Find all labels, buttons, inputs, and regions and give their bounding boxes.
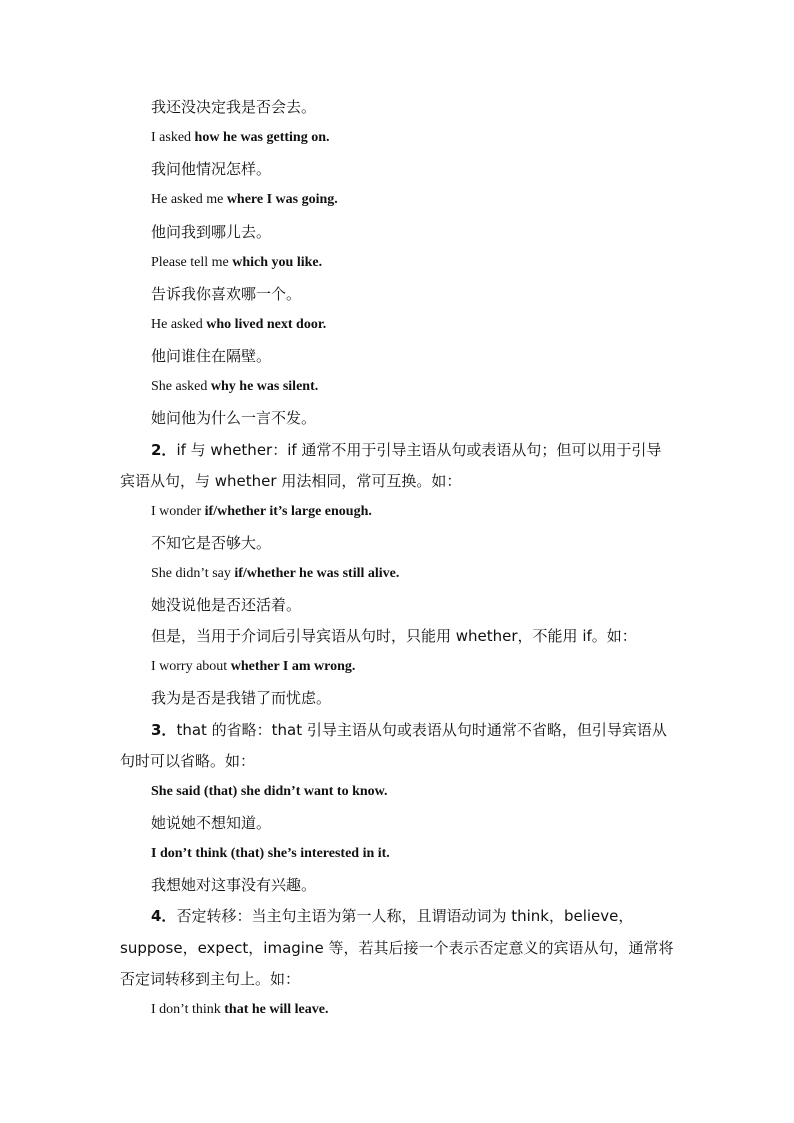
highlighted-clause: if/whether it’s large enough.	[204, 504, 372, 519]
line-text: 她说她不想知道。	[151, 814, 272, 832]
translation-line	[151, 532, 271, 553]
sentence-text: She asked	[151, 379, 211, 394]
text-line	[120, 750, 255, 771]
translation-line	[151, 687, 331, 708]
sentence-text: I worry about	[151, 659, 231, 674]
line-text: suppose，expect，imagine 等，若其后接一个表示否定意义的宾语从句，通常将	[120, 939, 674, 957]
text-line	[120, 470, 461, 491]
sentence-text: She didn’t say	[151, 566, 235, 581]
line-text: 告诉我你喜欢哪一个。	[151, 285, 302, 303]
line-text: 她没说他是否还活着。	[151, 596, 302, 614]
line-text: 我问他情况怎样。	[151, 160, 272, 178]
example-sentence	[151, 379, 318, 395]
line-text: 我为是否是我错了而忧虑。	[151, 689, 332, 707]
example-sentence	[151, 130, 330, 146]
highlighted-clause: why he was silent.	[210, 379, 319, 394]
highlighted-clause: if/whether he was still alive.	[234, 566, 400, 581]
example-sentence	[151, 659, 355, 675]
rule-heading	[151, 719, 667, 740]
highlighted-clause: whether I am wrong.	[230, 659, 356, 674]
example-sentence	[151, 784, 388, 800]
translation-line	[151, 158, 271, 179]
translation-line	[151, 221, 271, 242]
sentence-text: I asked	[151, 130, 195, 145]
sentence-text: Please tell me	[151, 255, 233, 270]
highlighted-clause: She said (that) she didn’t want to know.	[151, 784, 388, 799]
line-text: 他问我到哪儿去。	[151, 223, 272, 241]
rule-text: if 与 whether：if 通常不用于引导主语从句或表语从句；但可以用于引导	[176, 441, 662, 459]
rule-number: 3．	[151, 721, 177, 739]
line-text: 宾语从句，与 whether 用法相同，常可互换。如：	[120, 472, 462, 490]
text-line	[151, 96, 316, 117]
example-sentence	[151, 192, 338, 208]
line-text: 但是，当用于介词后引导宾语从句时，只能用 whether，不能用 if。如：	[151, 627, 637, 645]
rule-text: that 的省略：that 引导主语从句或表语从句时通常不省略，但引导宾语从	[176, 721, 667, 739]
sentence-text: I wonder	[151, 504, 205, 519]
example-sentence	[151, 846, 390, 862]
highlighted-clause: which you like.	[232, 255, 323, 270]
sentence-text: I don’t think	[151, 1002, 225, 1017]
translation-line	[151, 407, 316, 428]
example-sentence	[151, 566, 399, 582]
rule-number: 2．	[151, 441, 177, 459]
highlighted-clause: where I was going.	[226, 192, 338, 207]
translation-line	[151, 283, 301, 304]
text-line	[120, 937, 673, 958]
line-text: 句时可以省略。如：	[120, 752, 256, 770]
line-text: 不知它是否够大。	[151, 534, 272, 552]
translation-line	[151, 874, 316, 895]
text-line	[120, 968, 300, 989]
translation-line	[151, 594, 301, 615]
rule-number: 4．	[151, 907, 177, 925]
rule-text: 否定转移：当主句主语为第一人称，且谓语动词为 think，believe，	[176, 907, 634, 925]
highlighted-clause: who lived next door.	[206, 317, 327, 332]
line-text: 我还没决定我是否会去。	[151, 98, 317, 116]
rule-heading	[151, 439, 661, 460]
highlighted-clause: that he will leave.	[224, 1002, 329, 1017]
sentence-text: He asked me	[151, 192, 227, 207]
rule-heading	[151, 905, 633, 926]
line-text: 我想她对这事没有兴趣。	[151, 876, 317, 894]
example-sentence	[151, 255, 322, 271]
translation-line	[151, 345, 271, 366]
example-sentence	[151, 1002, 328, 1018]
highlighted-clause: I don’t think (that) she’s interested in it.	[151, 846, 390, 861]
line-text: 她问他为什么一言不发。	[151, 409, 317, 427]
line-text: 否定词转移到主句上。如：	[120, 970, 301, 988]
highlighted-clause: how he was getting on.	[194, 130, 330, 145]
translation-line	[151, 812, 271, 833]
example-sentence	[151, 504, 372, 520]
example-sentence	[151, 317, 326, 333]
sentence-text: He asked	[151, 317, 207, 332]
line-text: 他问谁住在隔壁。	[151, 347, 272, 365]
text-line	[151, 625, 637, 646]
